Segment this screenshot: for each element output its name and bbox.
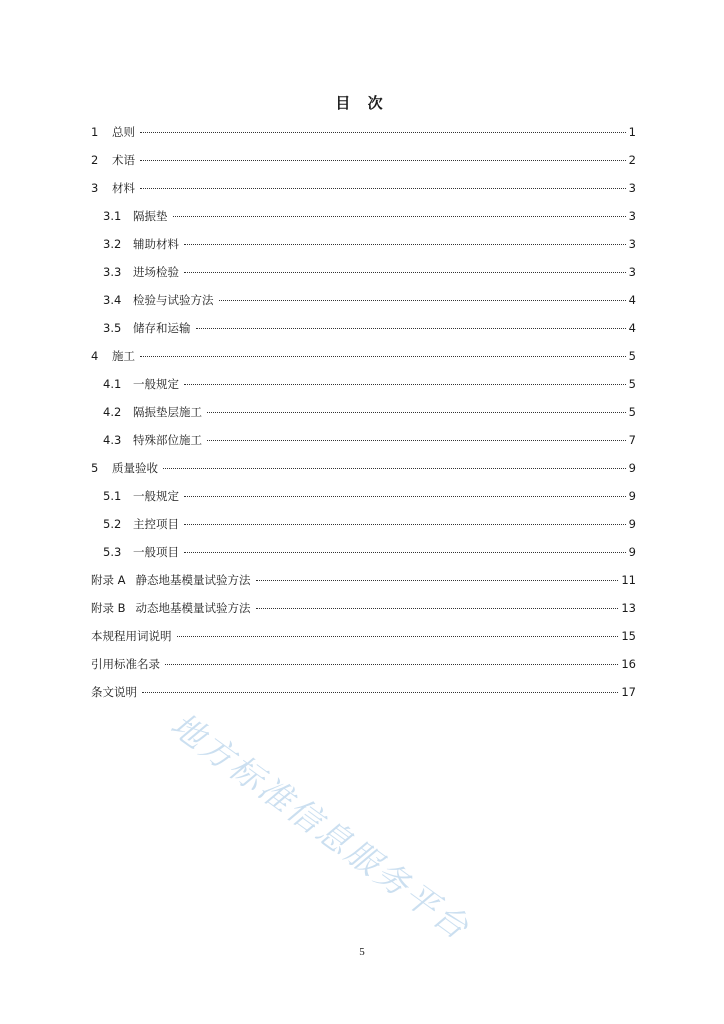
- table-of-contents: [91, 118, 636, 706]
- toc-label: 总则: [112, 125, 135, 139]
- toc-number: 5.2: [103, 517, 122, 531]
- toc-page-number: 17: [621, 685, 636, 699]
- page-number: 5: [359, 946, 365, 958]
- toc-page-number: 9: [628, 517, 636, 531]
- dot-leader: [184, 244, 626, 245]
- toc-entry-3-1[interactable]: [91, 202, 636, 230]
- toc-label: 材料: [112, 181, 135, 195]
- toc-entry-3-2[interactable]: [91, 230, 636, 258]
- toc-number: 3.4: [103, 293, 122, 307]
- toc-number: 3.1: [103, 209, 122, 223]
- toc-page-number: 9: [628, 461, 636, 475]
- toc-entry-5-3[interactable]: [91, 538, 636, 566]
- dot-leader: [196, 328, 626, 329]
- toc-appendix-prefix: 附录 A: [91, 573, 126, 587]
- toc-label: 检验与试验方法: [133, 293, 214, 307]
- toc-number: 3.3: [103, 265, 122, 279]
- toc-number: 4: [91, 349, 99, 363]
- toc-page-number: 3: [628, 237, 636, 251]
- toc-page-number: 3: [628, 265, 636, 279]
- toc-number: 1: [91, 125, 99, 139]
- toc-page-number: 5: [628, 349, 636, 363]
- toc-page-number: 7: [628, 433, 636, 447]
- toc-entry-3-5[interactable]: [91, 314, 636, 342]
- toc-entry-4-3[interactable]: [91, 426, 636, 454]
- dot-leader: [207, 412, 626, 413]
- dot-leader: [140, 188, 626, 189]
- toc-entry-appendix-a[interactable]: [91, 566, 636, 594]
- toc-entry-1[interactable]: [91, 118, 636, 146]
- toc-label: 条文说明: [91, 685, 137, 699]
- toc-page-number: 9: [628, 489, 636, 503]
- toc-page-number: 3: [628, 209, 636, 223]
- toc-label: 特殊部位施工: [133, 433, 202, 447]
- toc-entry-3[interactable]: [91, 174, 636, 202]
- toc-label: 质量验收: [112, 461, 158, 475]
- toc-label: 主控项目: [133, 517, 179, 531]
- watermark: 地方标准信息服务平台: [163, 704, 478, 949]
- toc-entry-referenced-standards[interactable]: [91, 650, 636, 678]
- page-title: 目 次: [335, 94, 389, 112]
- toc-entry-5-1[interactable]: [91, 482, 636, 510]
- dot-leader: [207, 440, 626, 441]
- toc-label: 施工: [112, 349, 135, 363]
- toc-page-number: 4: [628, 321, 636, 335]
- toc-page-number: 4: [628, 293, 636, 307]
- toc-entry-4[interactable]: [91, 342, 636, 370]
- toc-appendix-prefix: 附录 B: [91, 601, 126, 615]
- toc-entry-3-4[interactable]: [91, 286, 636, 314]
- toc-entry-4-1[interactable]: [91, 370, 636, 398]
- toc-page-number: 16: [621, 657, 636, 671]
- toc-entry-appendix-b[interactable]: [91, 594, 636, 622]
- dot-leader: [177, 636, 619, 637]
- toc-entry-3-3[interactable]: [91, 258, 636, 286]
- toc-label: 引用标准名录: [91, 657, 160, 671]
- toc-page-number: 9: [628, 545, 636, 559]
- dot-leader: [184, 384, 626, 385]
- toc-number: 3.2: [103, 237, 122, 251]
- toc-page-number: 5: [628, 405, 636, 419]
- toc-page-number: 2: [628, 153, 636, 167]
- toc-entry-2[interactable]: [91, 146, 636, 174]
- dot-leader: [142, 692, 618, 693]
- toc-number: 5: [91, 461, 99, 475]
- toc-page-number: 15: [621, 629, 636, 643]
- toc-label: 一般项目: [133, 545, 179, 559]
- toc-number: 3: [91, 181, 99, 195]
- toc-label: 进场检验: [133, 265, 179, 279]
- dot-leader: [184, 496, 626, 497]
- toc-label: 储存和运输: [133, 321, 191, 335]
- toc-number: 4.2: [103, 405, 122, 419]
- toc-label: 隔振垫层施工: [133, 405, 202, 419]
- toc-entry-wording-explanation[interactable]: [91, 622, 636, 650]
- toc-page-number: 3: [628, 181, 636, 195]
- dot-leader: [173, 216, 626, 217]
- dot-leader: [219, 300, 626, 301]
- toc-number: 2: [91, 153, 99, 167]
- dot-leader: [256, 608, 619, 609]
- toc-label: 隔振垫: [133, 209, 168, 223]
- dot-leader: [184, 272, 626, 273]
- dot-leader: [184, 524, 626, 525]
- toc-label: 术语: [112, 153, 135, 167]
- toc-entry-5-2[interactable]: [91, 510, 636, 538]
- dot-leader: [140, 356, 626, 357]
- toc-entry-4-2[interactable]: [91, 398, 636, 426]
- toc-label: 辅助材料: [133, 237, 179, 251]
- toc-label: 静态地基模量试验方法: [135, 573, 251, 587]
- toc-number: 4.3: [103, 433, 122, 447]
- toc-page-number: 1: [628, 125, 636, 139]
- toc-label: 动态地基模量试验方法: [135, 601, 251, 615]
- dot-leader: [256, 580, 619, 581]
- dot-leader: [163, 468, 626, 469]
- dot-leader: [184, 552, 626, 553]
- toc-entry-5[interactable]: [91, 454, 636, 482]
- toc-page-number: 11: [621, 573, 636, 587]
- toc-label: 本规程用词说明: [91, 629, 172, 643]
- toc-label: 一般规定: [133, 377, 179, 391]
- dot-leader: [140, 132, 626, 133]
- dot-leader: [140, 160, 626, 161]
- toc-number: 4.1: [103, 377, 122, 391]
- toc-page-number: 5: [628, 377, 636, 391]
- dot-leader: [165, 664, 618, 665]
- toc-entry-clause-explanation[interactable]: [91, 678, 636, 706]
- toc-number: 5.1: [103, 489, 122, 503]
- toc-number: 5.3: [103, 545, 122, 559]
- toc-number: 3.5: [103, 321, 122, 335]
- toc-page-number: 13: [621, 601, 636, 615]
- toc-label: 一般规定: [133, 489, 179, 503]
